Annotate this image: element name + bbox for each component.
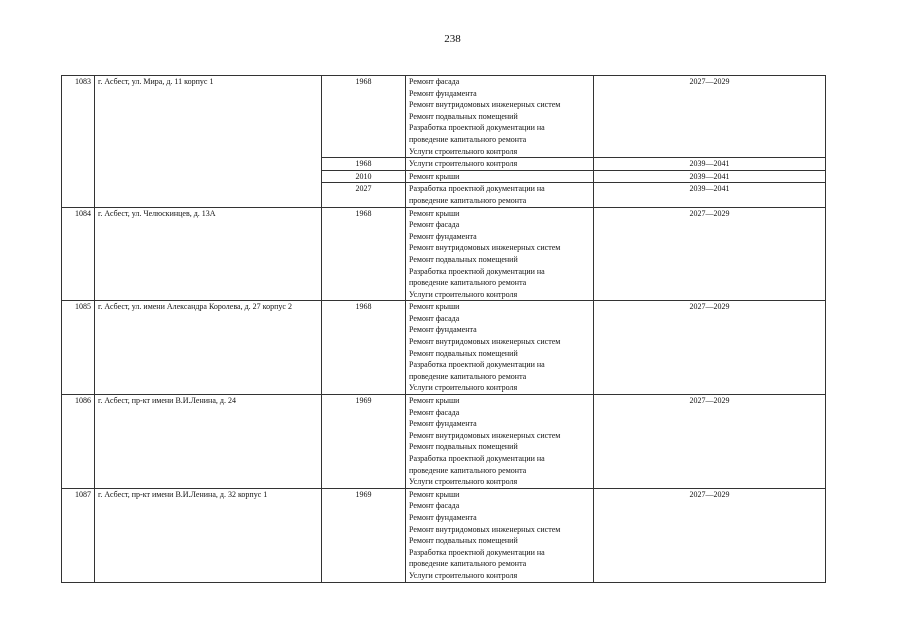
work-item: Ремонт крыши — [409, 489, 460, 499]
work-item: Ремонт фасада — [409, 407, 460, 417]
record-address: г. Асбест, ул. имени Александра Королева, д. 27 корпус 2 — [95, 301, 322, 395]
work-item: проведение капитального ремонта — [409, 195, 527, 205]
work-item: Ремонт фасада — [409, 77, 460, 86]
work-item: Ремонт подвальных помещений — [409, 536, 518, 546]
work-item: Разработка проектной документации на — [409, 123, 545, 133]
work-item: Ремонт крыши — [409, 171, 460, 181]
work-item: Ремонт подвальных помещений — [409, 111, 518, 121]
record-address: г. Асбест, ул. Челюскинцев, д. 13А — [95, 207, 322, 301]
record-number: 1087 — [62, 488, 95, 582]
stage-year: 1968 — [322, 301, 406, 395]
work-item: Услуги строительного контроля — [409, 570, 518, 580]
stage-works — [406, 158, 594, 171]
stage-works — [406, 76, 594, 158]
work-item: Разработка проектной документации на — [409, 547, 545, 557]
work-item: Разработка проектной документации на — [409, 266, 545, 276]
work-item: Услуги строительного контроля — [409, 159, 518, 169]
stage-period: 2039—2041 — [594, 170, 826, 183]
table-row — [62, 301, 826, 395]
work-item: Услуги строительного контроля — [409, 383, 518, 393]
stage-works — [406, 183, 594, 207]
record-address: г. Асбест, пр-кт имени В.И.Ленина, д. 24 — [95, 395, 322, 489]
stage-year: 1968 — [322, 207, 406, 301]
page-number: 238 — [444, 33, 461, 45]
work-item: Услуги строительного контроля — [409, 146, 518, 156]
stage-year: 1969 — [322, 488, 406, 582]
record-number: 1085 — [62, 301, 95, 395]
work-item: Ремонт подвальных помещений — [409, 254, 518, 264]
stage-period: 2039—2041 — [594, 183, 826, 207]
work-item: Ремонт фундамента — [409, 88, 477, 98]
stage-year: 1969 — [322, 395, 406, 489]
stage-period: 2027—2029 — [594, 488, 826, 582]
work-item: Ремонт фасада — [409, 501, 460, 511]
work-item: Ремонт фундамента — [409, 419, 477, 429]
work-item: Ремонт внутридомовых инженерных систем — [409, 337, 561, 347]
stage-year: 1968 — [322, 158, 406, 171]
work-item: Услуги строительного контроля — [409, 289, 518, 299]
stage-period: 2039—2041 — [594, 158, 826, 171]
record-number: 1084 — [62, 207, 95, 301]
stage-period: 2027—2029 — [594, 207, 826, 301]
stage-works — [406, 301, 594, 395]
work-item: проведение капитального ремонта — [409, 278, 527, 288]
work-item: проведение капитального ремонта — [409, 465, 527, 475]
work-item: Услуги строительного контроля — [409, 477, 518, 487]
capital-repair-table — [61, 75, 826, 583]
work-item: Ремонт внутридомовых инженерных систем — [409, 243, 561, 253]
work-item: Ремонт фасада — [409, 313, 460, 323]
stage-works — [406, 395, 594, 489]
stage-works — [406, 488, 594, 582]
table-row — [62, 395, 826, 489]
table-row — [62, 76, 826, 158]
work-item: Ремонт подвальных помещений — [409, 442, 518, 452]
work-item: Ремонт фундамента — [409, 325, 477, 335]
stage-year: 2010 — [322, 170, 406, 183]
work-item: Ремонт подвальных помещений — [409, 348, 518, 358]
stage-works — [406, 207, 594, 301]
work-item: Ремонт крыши — [409, 302, 460, 312]
stage-period: 2027—2029 — [594, 301, 826, 395]
record-address: г. Асбест, пр-кт имени В.И.Ленина, д. 32 корпус 1 — [95, 488, 322, 582]
stage-year: 2027 — [322, 183, 406, 207]
work-item: Разработка проектной документации на — [409, 454, 545, 463]
work-item: проведение капитального ремонта — [409, 134, 527, 144]
work-item: Разработка проектной документации на — [409, 184, 545, 194]
work-item: проведение капитального ремонта — [409, 559, 527, 569]
table-row — [62, 488, 826, 582]
stage-year: 1968 — [322, 76, 406, 158]
work-item: Ремонт фундамента — [409, 231, 477, 241]
work-item: Ремонт крыши — [409, 396, 460, 406]
work-item: Ремонт фундамента — [409, 512, 477, 522]
work-item: Ремонт крыши — [409, 208, 460, 218]
work-item: проведение капитального ремонта — [409, 371, 527, 381]
work-item: Разработка проектной документации на — [409, 360, 545, 370]
record-number: 1086 — [62, 395, 95, 489]
stage-period: 2027—2029 — [594, 76, 826, 158]
work-item: Ремонт внутридомовых инженерных систем — [409, 524, 561, 534]
stage-period: 2027—2029 — [594, 395, 826, 489]
record-number: 1083 — [62, 76, 95, 208]
table-body — [62, 76, 826, 583]
record-address: г. Асбест, ул. Мира, д. 11 корпус 1 — [95, 76, 322, 208]
work-item: Ремонт фасада — [409, 220, 460, 230]
table-row — [62, 207, 826, 301]
stage-works — [406, 170, 594, 183]
work-item: Ремонт внутридомовых инженерных систем — [409, 430, 561, 440]
work-item: Ремонт внутридомовых инженерных систем — [409, 100, 561, 110]
